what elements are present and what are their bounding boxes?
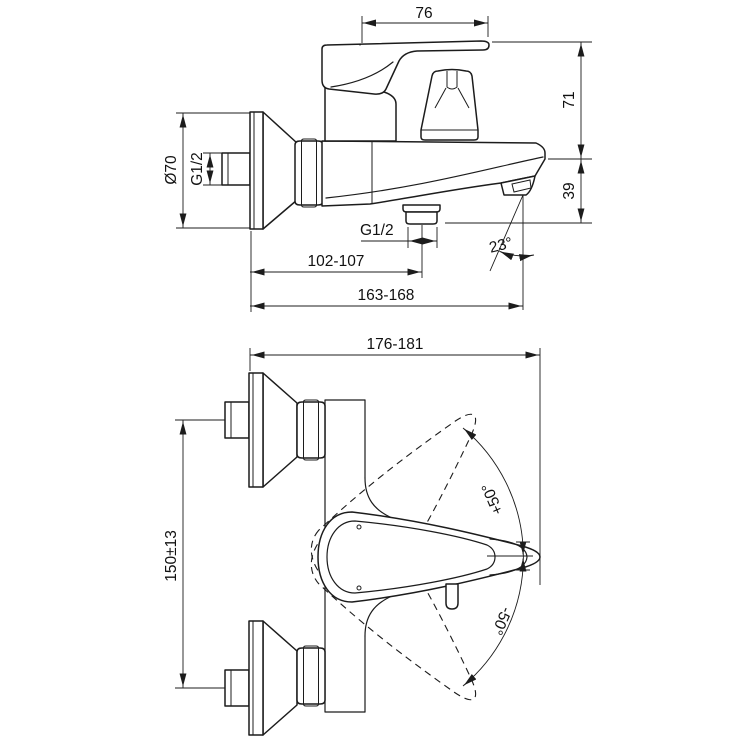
dim-plus50-label: +50° <box>478 480 508 518</box>
dim-71-label: 71 <box>561 91 578 109</box>
diverter-knob-side <box>421 70 478 141</box>
wall-union-plan-bottom <box>225 621 325 735</box>
faucet-body-side <box>322 141 545 206</box>
dim-150-label: 150±13 <box>163 530 180 582</box>
dim-g12-outlet <box>360 222 437 248</box>
side-view <box>163 5 592 312</box>
dim-23deg <box>487 195 534 310</box>
dim-23deg-label: 23° <box>487 234 515 257</box>
dim-163-168-label: 163-168 <box>357 287 415 304</box>
dim-76-label: 76 <box>415 5 433 22</box>
plan-view <box>163 336 540 735</box>
dim-176-181-label: 176-181 <box>366 336 424 353</box>
dim-39-label: 39 <box>561 182 578 200</box>
dim-minus50-label: -50° <box>487 604 515 638</box>
dim-g12-outlet-label: G1/2 <box>360 222 394 239</box>
wall-union-side <box>222 112 323 229</box>
dim-163-168 <box>250 287 523 306</box>
dim-g12-wall-label: G1/2 <box>189 152 206 186</box>
dim-dia70-label: Ø70 <box>163 155 180 185</box>
dim-76 <box>362 5 488 43</box>
dim-102-107-label: 102-107 <box>307 253 365 270</box>
dim-150 <box>163 420 225 688</box>
wall-union-plan-top <box>225 373 325 487</box>
dim-g12-wall <box>189 152 222 186</box>
diverter-knob-plan <box>446 584 458 609</box>
shower-outlet-side <box>403 205 440 224</box>
